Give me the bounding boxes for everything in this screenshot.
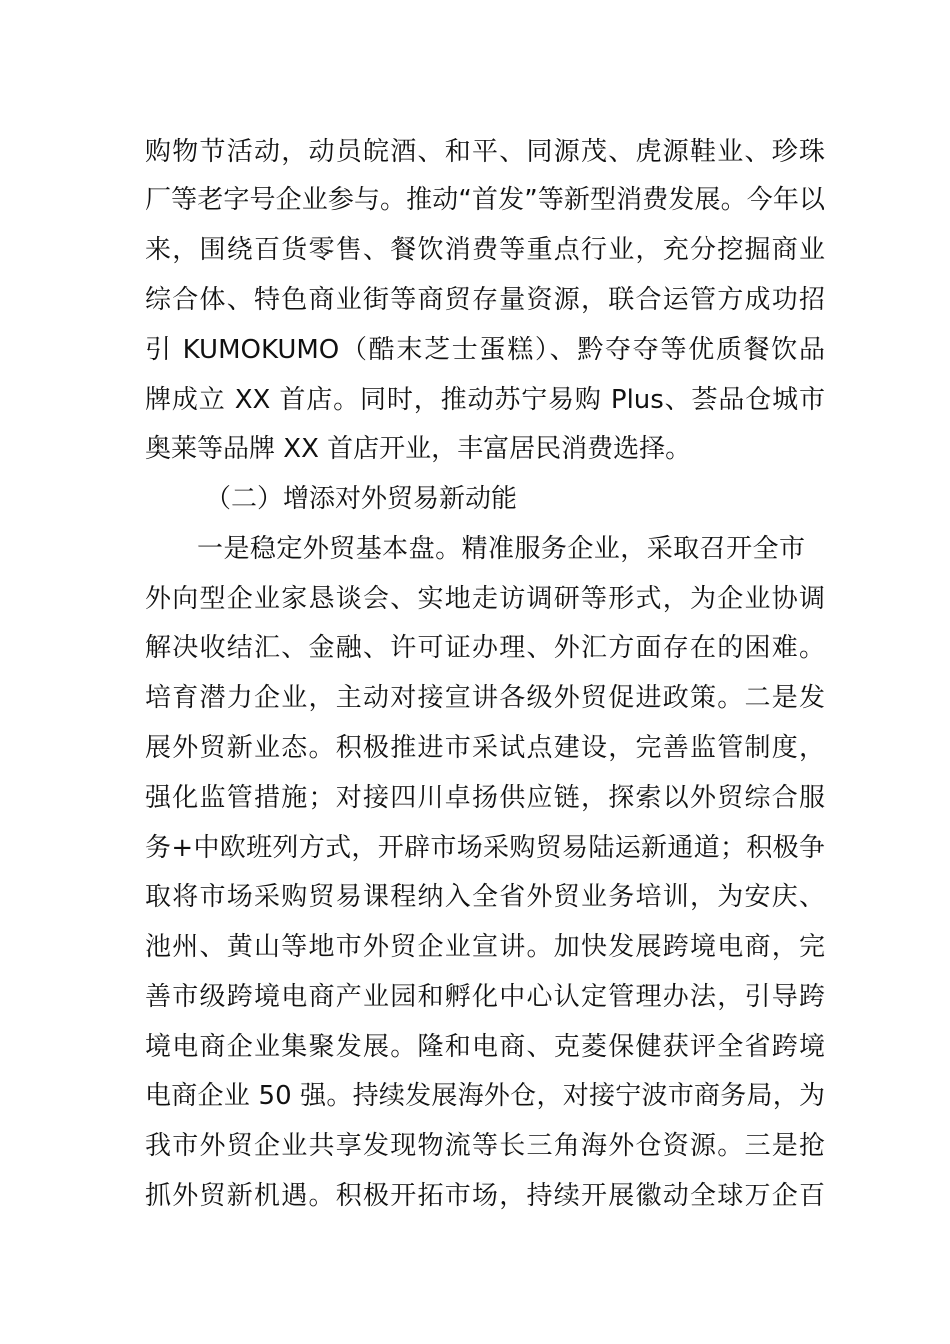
paragraph-1-line-1: 购物节活动，动员皖酒、和平、同源茂、虎源鞋业、珍珠 [145,137,825,167]
paragraph-2-line-5: 展外贸新业态。积极推进市采试点建设，完善监管制度， [145,733,825,763]
paragraph-2-line-9: 池州、黄山等地市外贸企业宣讲。加快发展跨境电商，完 [145,932,825,962]
paragraph-2-line-8: 取将市场采购贸易课程纳入全省外贸业务培训，为安庆、 [145,882,825,912]
paragraph-2-line-4: 培育潜力企业，主动对接宣讲各级外贸促进政策。二是发 [145,683,825,713]
paragraph-2-line-12: 电商企业 50 强。持续发展海外仓，对接宁波市商务局，为 [145,1081,825,1111]
paragraph-1-line-4: 综合体、特色商业街等商贸存量资源，联合运管方成功招 [145,285,825,315]
paragraph-1-line-5: 引 KUMOKUMO（酷末芝士蛋糕）、黔夺夺等优质餐饮品 [145,335,825,365]
paragraph-2-line-13: 我市外贸企业共享发现物流等长三角海外仓资源。三是抢 [145,1131,825,1161]
paragraph-1-line-2: 厂等老字号企业参与。推动“首发”等新型消费发展。今年以 [145,185,825,215]
paragraph-2-line-3: 解决收结汇、金融、许可证办理、外汇方面存在的困难。 [145,633,825,663]
paragraph-2-line-1: 一是稳定外贸基本盘。精准服务企业，采取召开全市 [197,534,805,564]
paragraph-2-line-10: 善市级跨境电商产业园和孵化中心认定管理办法，引导跨 [145,982,825,1012]
paragraph-2-line-6: 强化监管措施；对接四川卓扬供应链，探索以外贸综合服 [145,783,825,813]
paragraph-1-line-7: 奥莱等品牌 XX 首店开业，丰富居民消费选择。 [145,434,692,464]
paragraph-1-line-6: 牌成立 XX 首店。同时，推动苏宁易购 Plus、荟品仓城市 [145,385,825,415]
paragraph-2-line-2: 外向型企业家恳谈会、实地走访调研等形式，为企业协调 [145,584,825,614]
paragraph-2-line-14: 抓外贸新机遇。积极开拓市场，持续开展徽动全球万企百 [145,1181,825,1211]
paragraph-1-line-3: 来，围绕百货零售、餐饮消费等重点行业，充分挖掘商业 [145,235,825,265]
paragraph-2-line-7: 务+中欧班列方式，开辟市场采购贸易陆运新通道；积极争 [145,833,825,863]
section-heading: （二）增添对外贸易新动能 [205,484,518,514]
paragraph-2-line-11: 境电商企业集聚发展。隆和电商、克菱保健获评全省跨境 [145,1032,825,1062]
